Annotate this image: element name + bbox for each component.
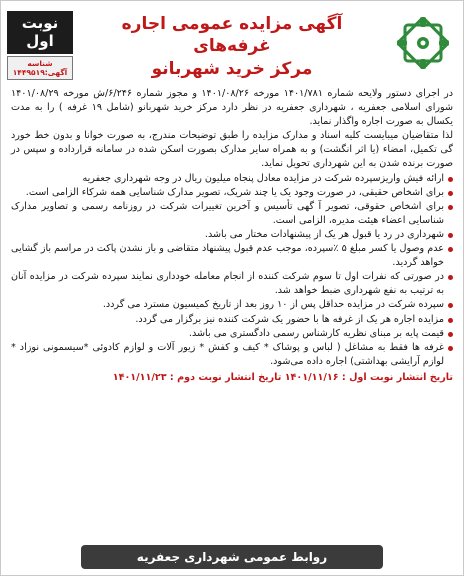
list-item-text: در صورتی که نفرات اول تا سوم شرکت کننده از انجام معامله خودداری نمایند سپرده شرکت در مزایده آنان به ترتیب به نفع شهرداری ضبط خواهد شد. [11,271,444,297]
list-item-text: قیمت پایه بر مبنای نظریه کارشناس رسمی دادگستری می باشد. [188,327,444,339]
page-subtitle: مرکز خرید شهربانو [151,59,313,79]
list-item-text: سپرده شرکت در مزایده حداقل پس از ۱۰ روز بعد از تاریخ کمیسیون مسترد می گردد. [102,299,444,311]
publication-dates: تاریخ انتشار نوبت اول : ۱۴۰۱/۱۱/۱۶ تاریخ انتشار نوبت دوم : ۱۴۰۱/۱۱/۲۳ [112,371,453,383]
header [7,7,457,81]
list-item [11,327,453,341]
list-item-text: مزایده اجاره هر یک از غرفه ها با حضور یک شرکت کننده نیز برگزار می گردد. [135,313,444,325]
ad-serial-number: شناسه آگهی:۱۴۴۹۵۱۹ [7,56,73,80]
intro-paragraph: در اجرای دستور ولایحه شماره ۱۴۰۱/۷۸۱ مورخه ۱۴۰۱/۰۸/۲۶ و مجوز شماره ۶/۲۴۶/ش مورخه ۱۴۰۱/۰۸/۲۹ شورای اسلامی جعفریه ، شهرداری جعفریه در نظر دارد مرکز خرید شهربانو (شامل ۱۹ غرفه ) را به مدت یکسال به صورت اجاره واگذار نماید. [11,88,453,128]
list-item-text: برای اشخاص حقیقی، در صورت وجود یک یا چند شریک، تصویر مدارک شناسایی همه شرکاء الزامی است. [25,186,444,198]
list-item-text: برای اشخاص حقوقی، تصویر آ گهی تأسیس و آخرین تغییرات شرکت در روزنامه رسمی و تصاویر مدارک شناسایی اعضاء هیئت مدیره، الزامی است. [11,200,444,226]
list-item [11,200,453,228]
emblem-graphic [391,11,455,75]
badge-label: نوبت اول [7,11,73,54]
list-item [11,270,453,298]
title-block [85,13,379,81]
list-item-text: شهرداری در رد یا قبول هر یک از پیشنهادات مختار می باشد. [204,228,444,240]
footer-banner [81,545,383,569]
bullet-icon [448,177,453,182]
list-item-text: غرفه ها فقط به مشاغل ( لباس و پوشاک * کیف و کفش * زیور آلات و لوازم کادوئی *سیسمونی نوزاد * لوازم آرایشی بهداشتی) اجاره داده می‌شود. [11,341,444,367]
bullet-icon [448,318,453,323]
bullet-icon [448,233,453,238]
bullet-icon [448,191,453,196]
list-item [11,242,453,270]
list-item [11,341,453,369]
bullet-icon [448,247,453,252]
bullet-icon [448,205,453,210]
bullet-icon [448,332,453,337]
list-item [11,228,453,242]
bullet-icon [448,275,453,280]
list-item [11,313,453,327]
list-item [11,186,453,200]
publication-badge [7,11,73,80]
announcement-body [11,87,453,385]
list-item [11,172,453,186]
bullet-icon [448,346,453,351]
municipality-emblem-icon [391,11,455,75]
list-item-text: ارائه فیش واریزسپرده شرکت در مزایده معادل پنجاه میلیون ریال در وجه شهرداری جعفریه [82,172,444,184]
list-item-text: عدم وصول یا کسر مبلغ ۵ ٪سپرده، موجب عدم قبول پیشنهاد متقاضی و باز نشدن پاکت در مراسم باز گشایی خواهد گردید. [11,243,444,269]
footer-label: روابط عمومی شهرداری جعفریه [136,550,328,564]
applicants-paragraph: لذا متقاضیان میبایست کلیه اسناد و مدارک مزایده را طبق توضیحات مندرج، به صورت خوانا و بدون خط خورد گی تکمیل، امضاء (یا اثر انگشت) و به همراه سایر مدارک بصورت اسکن شده در سامانه قرارداده و سپس در صورت برنده شدن به این شهرداری تحویل نماید. [11,130,453,170]
bullet-icon [448,303,453,308]
page-title: آگهی مزایده عمومی اجاره غرفه‌های [121,14,343,56]
list-item [11,298,453,312]
